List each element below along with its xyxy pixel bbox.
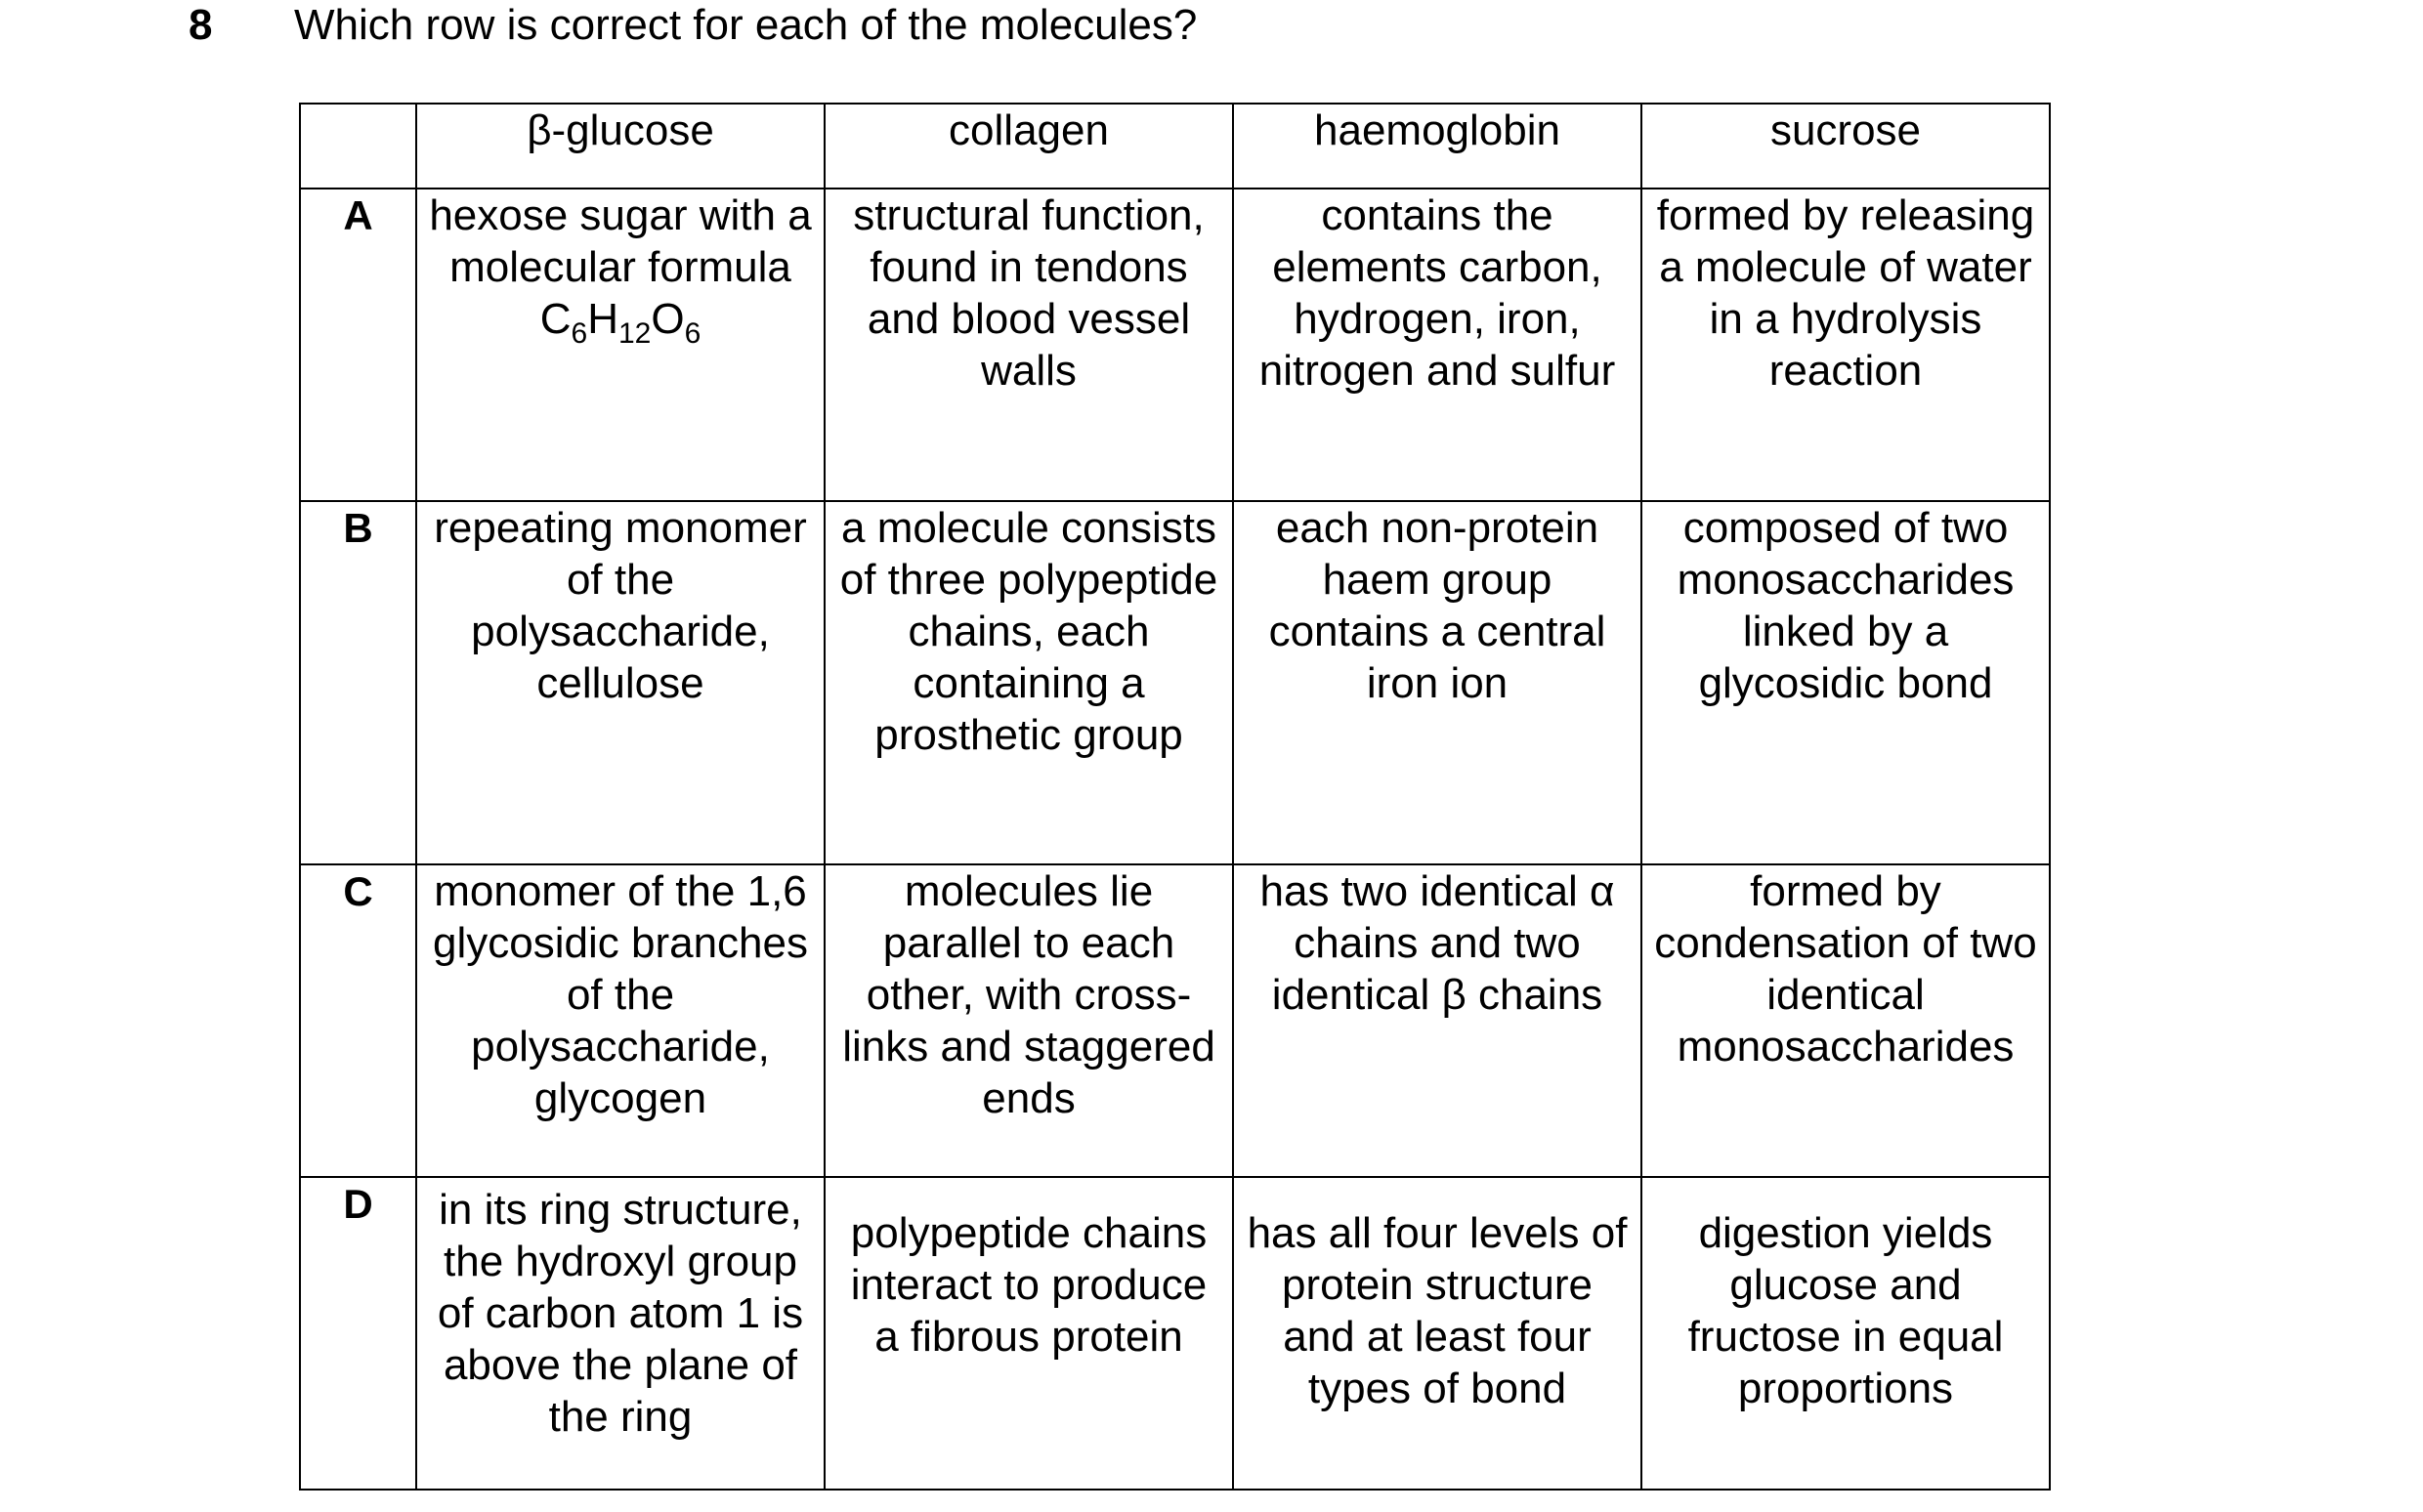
- header-collagen: collagen: [825, 104, 1233, 189]
- cell-a-collagen: structural function, found in tendons and blood vessel walls: [825, 189, 1233, 501]
- cell-b-sucrose: composed of two monosaccharides linked by a glycosidic bond: [1641, 501, 2050, 864]
- header-sucrose: sucrose: [1641, 104, 2050, 189]
- option-label-b[interactable]: B: [300, 501, 416, 864]
- header-beta-glucose: β-glucose: [416, 104, 825, 189]
- cell-c-haemoglobin: has two identical α chains and two identical β chains: [1233, 864, 1641, 1177]
- cell-d-sucrose: digestion yields glucose and fructose in equal proportions: [1641, 1177, 2050, 1490]
- cell-d-collagen: polypeptide chains interact to produce a fibrous protein: [825, 1177, 1233, 1490]
- header-haemoglobin: haemoglobin: [1233, 104, 1641, 189]
- option-label-c[interactable]: C: [300, 864, 416, 1177]
- formula-element-h: H: [587, 295, 618, 343]
- option-row-a[interactable]: [300, 189, 2050, 501]
- formula-subscript-h: 12: [617, 317, 652, 350]
- cell-b-beta-glucose: repeating monomer of the polysaccharide, cellulose: [416, 501, 825, 864]
- header-row: [300, 104, 2050, 189]
- cell-c-sucrose: formed by condensation of two identical monosaccharides: [1641, 864, 2050, 1177]
- question-number: 8: [189, 1, 213, 49]
- cell-c-collagen: molecules lie parallel to each other, with cross-links and staggered ends: [825, 864, 1233, 1177]
- formula-subscript-o: 6: [684, 317, 701, 350]
- option-row-b[interactable]: [300, 501, 2050, 864]
- option-label-a[interactable]: A: [300, 189, 416, 501]
- cell-c-beta-glucose: monomer of the 1,6 glycosidic branches of the polysaccharide, glycogen: [416, 864, 825, 1177]
- formula-element-o: O: [651, 295, 685, 343]
- cell-a-beta-glucose-text: hexose sugar with a molecular formula: [429, 191, 812, 291]
- cell-b-collagen: a molecule consists of three polypeptide chains, each containing a prosthetic group: [825, 501, 1233, 864]
- cell-b-haemoglobin: each non-protein haem group contains a central iron ion: [1233, 501, 1641, 864]
- cell-d-haemoglobin: has all four levels of protein structure and at least four types of bond: [1233, 1177, 1641, 1490]
- option-row-c[interactable]: [300, 864, 2050, 1177]
- answer-table: [299, 103, 2051, 1491]
- question-text: Which row is correct for each of the molecules?: [294, 1, 1198, 49]
- formula-element-c: C: [539, 295, 572, 343]
- formula-subscript-c: 6: [571, 317, 588, 350]
- option-row-d[interactable]: [300, 1177, 2050, 1490]
- cell-d-beta-glucose: in its ring structure, the hydroxyl group of carbon atom 1 is above the plane of the ring: [416, 1177, 825, 1490]
- cell-a-sucrose: formed by releasing a molecule of water in a hydrolysis reaction: [1641, 189, 2050, 501]
- cell-a-beta-glucose: [416, 189, 825, 501]
- cell-a-haemoglobin: contains the elements carbon, hydrogen, iron, nitrogen and sulfur: [1233, 189, 1641, 501]
- option-label-d[interactable]: D: [300, 1177, 416, 1490]
- corner-cell: [300, 104, 416, 189]
